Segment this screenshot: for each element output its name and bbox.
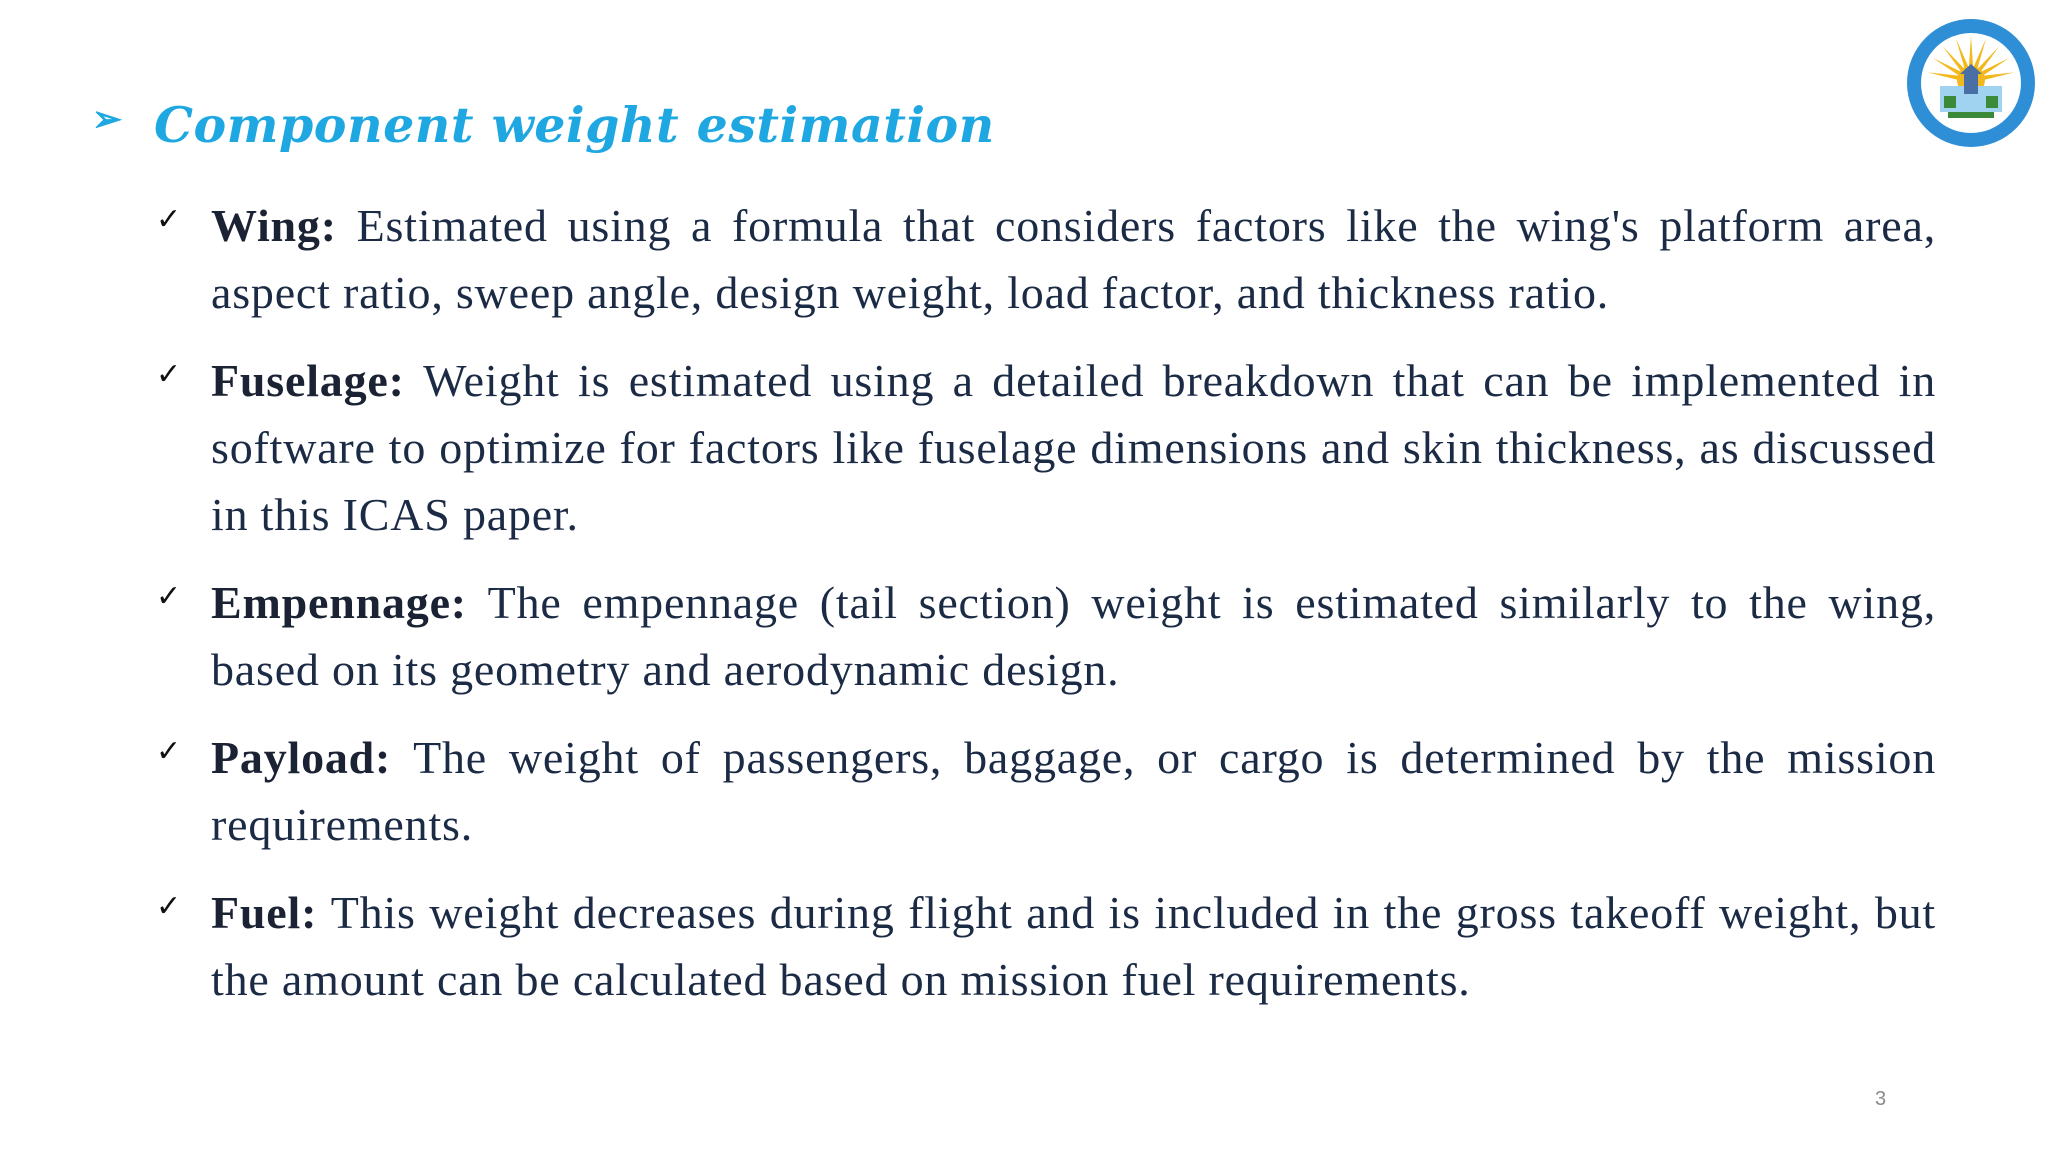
bullet-fuselage [156, 347, 1936, 548]
bullet-fuel [156, 879, 1936, 1013]
check-icon: ✓ [156, 357, 182, 392]
bullet-empennage [156, 569, 1936, 703]
bullet-list [156, 192, 1936, 1034]
check-icon: ✓ [156, 579, 182, 614]
bullet-term: Fuselage: [211, 355, 424, 406]
heading-text: Component weight estimation [154, 96, 995, 154]
section-heading [92, 96, 995, 154]
arrow-bullet-icon: ➢ [92, 98, 123, 140]
page-number: 3 [1875, 1088, 1887, 1110]
bullet-term: Wing: [211, 200, 357, 251]
bullet-text: This weight decreases during flight and is included in the gross takeoff weight, but the amount can be calculated based on mission fuel requirements. [211, 887, 1936, 1005]
bullet-text: The weight of passengers, baggage, or cargo is determined by the mission requirements. [211, 732, 1936, 850]
bullet-payload [156, 724, 1936, 858]
check-icon: ✓ [156, 889, 182, 924]
bullet-term: Empennage: [211, 577, 488, 628]
bullet-text: Weight is estimated using a detailed breakdown that can be implemented in software to optimize for factors like fuselage dimensions and skin thickness, as discussed in this ICAS paper. [211, 355, 1937, 540]
check-icon: ✓ [156, 202, 182, 237]
university-seal-icon [1904, 16, 2038, 150]
bullet-wing [156, 192, 1936, 326]
bullet-text: The empennage (tail section) weight is estimated similarly to the wing, based on its geometry and aerodynamic design. [211, 577, 1936, 695]
bullet-term: Payload: [211, 732, 414, 783]
bullet-text: Estimated using a formula that considers factors like the wing's platform area, aspect ratio, sweep angle, design weight, load factor, and thickness ratio. [211, 200, 1937, 318]
check-icon: ✓ [156, 734, 182, 769]
bullet-term: Fuel: [211, 887, 331, 938]
